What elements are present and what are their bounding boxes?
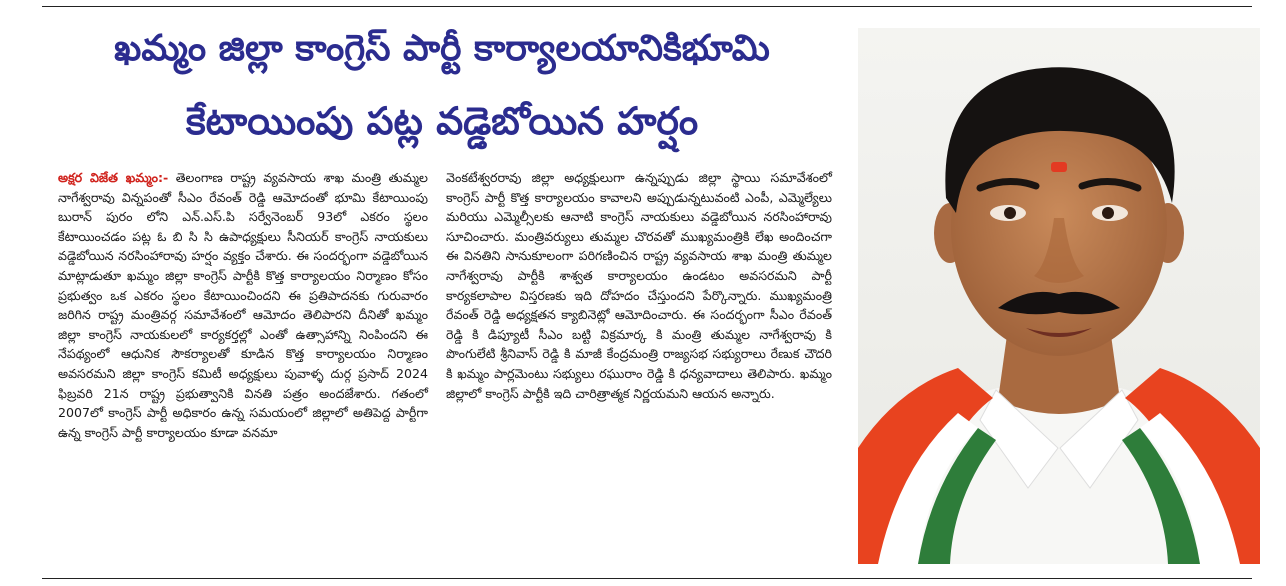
bottom-rule <box>42 578 1252 579</box>
article-column-right <box>446 168 832 403</box>
article-body-left: తెలంగాణ రాష్ట్ర వ్యవసాయ శాఖ మంత్రి తుమ్మల నాగేశ్వరావు విన్నపంతో సీఎం రేవంత్ రెడ్డి ఆమోదంతో భూమి కేటాయింపు బురాన్ పురం లోని ఎన్.ఎస్.పి సర్వేనెంబర్ 93లో ఎకరం స్థలం కేటాయించడం పట్ల ఓ బి సి సి ఉపాధ్యక్షులు సీనియర్ కాంగ్రెస్ నాయకులు వడ్డెబోయిన నరసింహారావు హర్షం వ్యక్తం చేశారు. ఈ సందర్భంగా వడ్డెబోయిన మాట్లాడుతూ ఖమ్మం జిల్లా కాంగ్రెస్ పార్టీకి కొత్త కార్యాలయం నిర్మాణం కోసం ప్రభుత్వం ఒక ఎకరం స్థలం కేటాయించిందని ఈ ప్రతిపాదనకు గురువారం జరిగిన రాష్ట్ర మంత్రివర్గ సమావేశంలో ఆమోదం తెలిపారని దీనితో ఖమ్మం జిల్లా కాంగ్రెస్ నాయకులలో కార్యకర్తల్లో ఎంతో ఉత్సాహాన్ని నింపిందని ఈ నేపథ్యంలో ఆధునిక సౌకర్యాలతో కూడిన కొత్త కార్యాలయం నిర్మాణం అవసరమని జిల్లా కాంగ్రెస్ కమిటీ అధ్యక్షులు పువాళ్ళ దుర్గ ప్రసాద్ 2024 ఫిబ్రవరి 21న రాష్ట్ర ప్రభుత్వానికి వినతి పత్రం అందజేశారు. గతంలో 2007లో కాంగ్రెస్ పార్టీ అధికారం ఉన్న సమయంలో జిల్లాలో అతిపెద్ద పార్టీగా ఉన్న కాంగ్రెస్ పార్టీ కార్యాలయం కూడా వనమా <box>58 170 428 440</box>
portrait-photo <box>858 28 1260 564</box>
headline-line-2: కేటాయింపు పట్ల వడ్డెబోయిన హర్షం <box>185 99 699 143</box>
tilak-mark <box>1051 162 1067 172</box>
article-column-left <box>58 168 428 442</box>
portrait-illustration <box>858 28 1260 564</box>
byline: అక్షర విజేత ఖమ్మం:- <box>58 170 169 185</box>
top-rule <box>42 6 1252 7</box>
article-body-right: వెంకటేశ్వరరావు జిల్లా అధ్యక్షులుగా ఉన్నప్పుడు జిల్లా స్థాయి సమావేశంలో కాంగ్రెస్ పార్టీ కొత్త కార్యాలయం కావాలని అప్పుడున్నటువంటి ఎంపీ, ఎమ్మెల్యేలు మరియు ఎమ్మెల్సీలకు ఆనాటి కాంగ్రెస్ నాయకులు వడ్డెబోయిన నరసింహారావు సూచించారు. మంత్రివర్యులు తుమ్మల చొరవతో ముఖ్యమంత్రికి లేఖ అందించగా ఈ వినతిని సానుకూలంగా పరిగణించిన రాష్ట్ర వ్యవసాయ శాఖ మంత్రి తుమ్మల నాగేశ్వరావు పార్టీకి శాశ్వత కార్యాలయం ఉండటం అవసరమని పార్టీ కార్యకలాపాల విస్తరణకు ఇది దోహదం చేస్తుందని పేర్కొన్నారు. ముఖ్యమంత్రి రేవంత్ రెడ్డి అధ్యక్షతన క్యాబినెట్లో ఆమోదించారు. ఈ సందర్భంగా సీఎం రేవంత్ రెడ్డి కి డిప్యూటీ సీఎం బట్టి విక్రమార్క కి మంత్రి తుమ్మల నాగేశ్వరావు కి పొంగులేటి శ్రీనివాస్ రెడ్డి కి మాజీ కేంద్రమంత్రి రాజ్యసభ సభ్యురాలు రేణుక చౌదరి కి ఖమ్మం పార్లమెంటు సభ్యులు రఘురాం రెడ్డి కి ధన్యవాదాలు తెలిపారు. ఖమ్మం జిల్లాలో కాంగ్రెస్ పార్టీకి ఇది చారిత్రాత్మక నిర్ణయమని ఆయన అన్నారు. <box>446 170 832 401</box>
headline-line-1: ఖమ్మం జిల్లా కాంగ్రెస్ పార్టీ కార్యాలయానికిభూమి <box>114 28 770 69</box>
